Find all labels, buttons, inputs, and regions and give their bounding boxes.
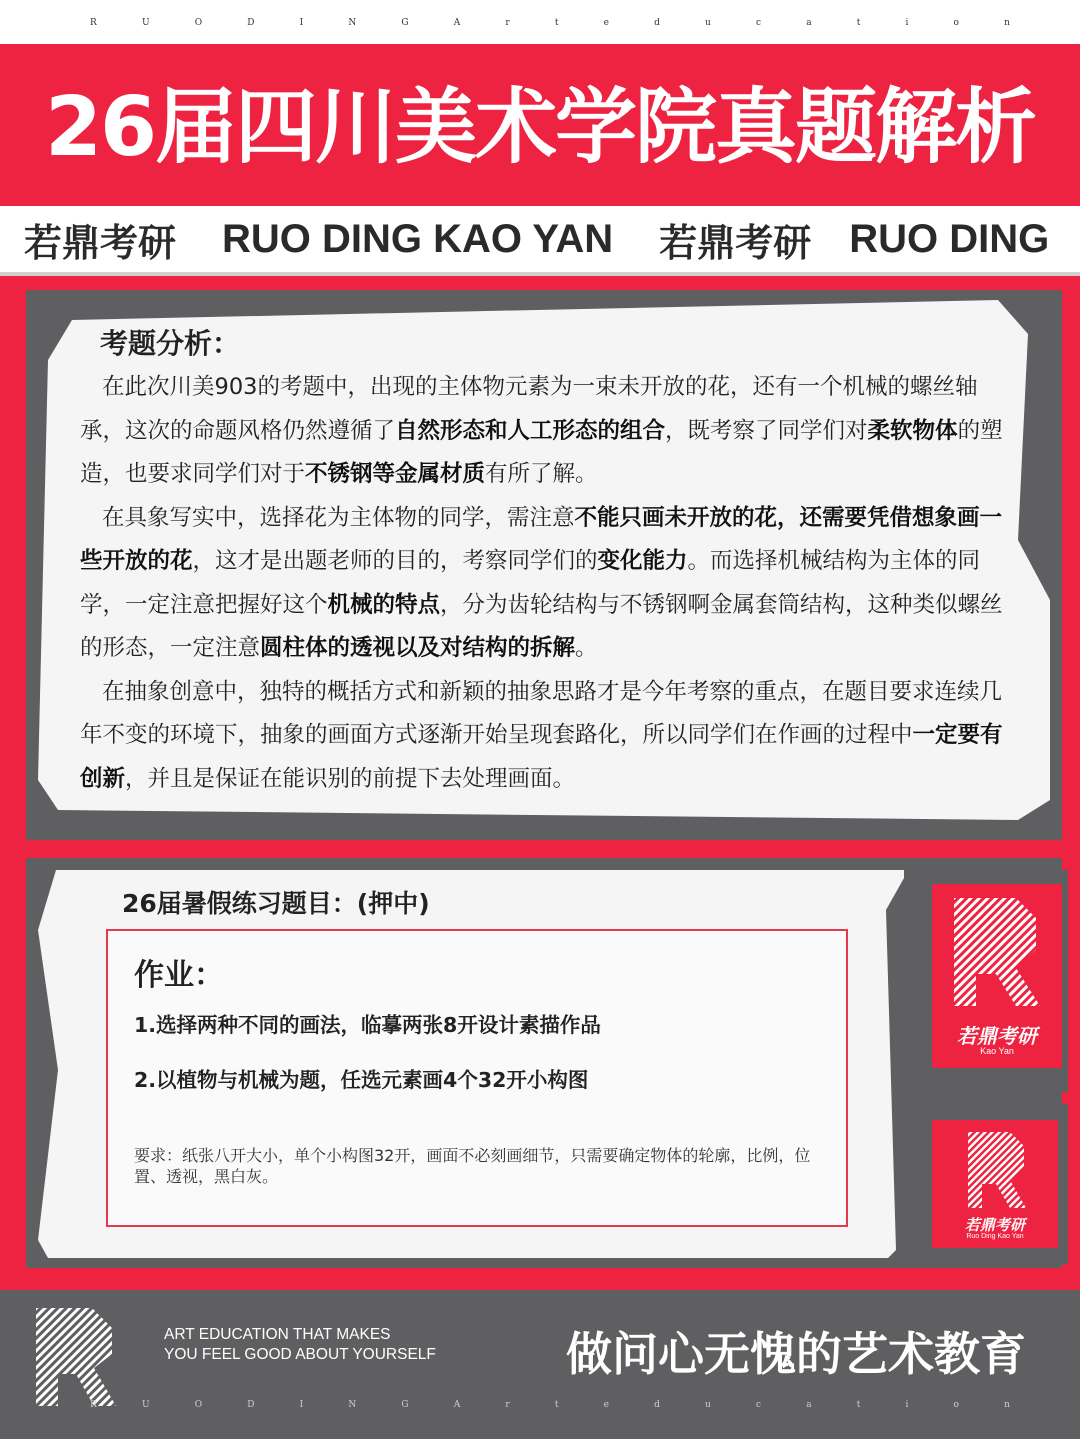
spaced-letter: t <box>856 18 861 28</box>
band-en-1: RUO DING KAO YAN <box>222 216 614 261</box>
spaced-letter: o <box>953 18 959 28</box>
logo-1-name: 若鼎考研 <box>957 1024 1037 1048</box>
spaced-letter: R <box>90 18 97 28</box>
body-text: 。而选择机械结构为主体的同学，一定注意把握好这个 <box>80 548 981 618</box>
spaced-letter: t <box>554 1400 559 1410</box>
spaced-letter: R <box>90 1400 97 1410</box>
spaced-letter: u <box>705 18 711 28</box>
spaced-letter: e <box>603 18 609 28</box>
spaced-letter: O <box>194 1400 203 1410</box>
spaced-letter: G <box>401 18 409 28</box>
spaced-letter: G <box>401 1400 409 1410</box>
spaced-letter: D <box>247 1400 255 1410</box>
logo-1-sub: Kao Yan <box>980 1046 1014 1056</box>
analysis-paragraph-2 <box>80 497 1010 671</box>
spaced-letter: o <box>953 1400 959 1410</box>
spaced-letter: O <box>194 18 203 28</box>
body-text: 。 <box>575 635 598 661</box>
spaced-letter: r <box>505 18 510 28</box>
spaced-letter: U <box>141 1400 150 1410</box>
band-en-2: RUO DING <box>849 216 1050 261</box>
footer-slogan-cn: 做问心无愧的艺术教育 <box>566 1327 1026 1381</box>
homework-title: 作业： <box>134 958 224 993</box>
analysis-paragraph-1 <box>80 366 1010 497</box>
analysis-title: 考题分析： <box>100 327 241 360</box>
brand-band <box>0 206 1080 276</box>
spaced-letter: U <box>141 18 150 28</box>
spaced-letter: u <box>705 1400 711 1410</box>
emphasis-text: 柔软物体 <box>867 417 958 444</box>
emphasis-text: 自然形态和人工形态的组合 <box>395 417 666 444</box>
spaced-letter: a <box>806 1400 812 1410</box>
homework-requirement: 要求：纸张八开大小，单个小构图32开，画面不必刻画细节，只需要确定物体的轮廓，比例，位置、透视，黑白灰。 <box>134 1146 811 1186</box>
body-text: 有所了解。 <box>485 461 598 487</box>
analysis-body <box>80 366 1010 801</box>
homework-item-1: 1.选择两种不同的画法，临摹两张8开设计素描作品 <box>134 1013 601 1037</box>
page-title: 26届四川美术学院真题解析 <box>44 80 1036 175</box>
body-text: 的塑造，也要求同学们对于 <box>80 417 1003 487</box>
spaced-letter: n <box>1004 1400 1010 1410</box>
spaced-letter: i <box>905 1400 909 1410</box>
emphasis-text: 不锈钢等金属材质 <box>305 461 486 487</box>
brand-logo-2 <box>932 1120 1058 1248</box>
band-cn-1: 若鼎考研 <box>24 220 177 265</box>
logo-2-name: 若鼎考研 <box>964 1216 1025 1234</box>
spaced-letter: c <box>755 18 762 28</box>
spaced-letter: A <box>453 18 461 28</box>
body-text: ，这才是出题老师的目的，考察同学们的 <box>192 548 598 574</box>
body-text: 在抽象创意中，独特的概括方式和新颖的抽象思路才是今年考察的重点，在题目要求连续几年不变的环境下，抽象的画面方式逐渐开始呈现套路化，所以同学们在作画的过程中 <box>80 678 1003 748</box>
spaced-letter: r <box>505 1400 510 1410</box>
homework-item-2: 2.以植物与机械为题，任选元素画4个32开小构图 <box>134 1068 589 1092</box>
body-text: ，既考察了同学们对 <box>665 417 868 444</box>
emphasis-text: 机械的特点 <box>327 591 441 618</box>
practice-title: 26届暑假练习题目：(押中) <box>122 889 430 918</box>
emphasis-text: 不能只画未开放的花，还需要凭借想象画一些开放的花 <box>80 504 1003 574</box>
spaced-letter: A <box>453 1400 461 1410</box>
footer-slogan-line-1: ART EDUCATION THAT MAKES <box>164 1326 391 1343</box>
spaced-letter: d <box>654 18 660 28</box>
footer-slogan-line-2: YOU FEEL GOOD ABOUT YOURSELF <box>164 1346 436 1363</box>
logo-2-sub: Ruo Ding Kao Yan <box>966 1233 1024 1240</box>
body-text: 在具象写实中，选择花为主体物的同学，需注意 <box>102 504 575 531</box>
spaced-letter: c <box>755 1400 762 1410</box>
body-text: 在此次川美903的考题中，出现的主体物元素为一束未开放的花，还有一个机械的螺丝轴承，这次的命题风格仍然遵循了 <box>80 374 978 444</box>
spaced-letter: I <box>299 18 304 28</box>
spaced-letter: N <box>348 18 357 28</box>
spaced-letter: n <box>1004 18 1010 28</box>
emphasis-text: 变化能力 <box>597 548 688 574</box>
analysis-paragraph-3 <box>80 671 1010 802</box>
spaced-letter: N <box>348 1400 357 1410</box>
bottom-spaced-letters <box>0 1400 1080 1410</box>
footer-logo-icon <box>32 1302 122 1412</box>
body-text: ，并且是保证在能识别的前提下去处理画面。 <box>125 765 576 792</box>
spaced-letter: a <box>806 18 812 28</box>
body-text: ，分为齿轮结构与不锈钢啊金属套筒结构，这种类似螺丝的形态，一定注意 <box>80 591 1003 661</box>
emphasis-text: 一定要有创新 <box>80 722 1003 792</box>
spaced-letter: t <box>856 1400 861 1410</box>
top-spaced-letters <box>0 18 1080 28</box>
footer-slogan-en <box>164 1325 436 1365</box>
top-strip <box>0 0 1080 44</box>
spaced-letter: I <box>299 1400 304 1410</box>
spaced-letter: D <box>247 18 255 28</box>
spaced-letter: t <box>554 18 559 28</box>
spaced-letter: d <box>654 1400 660 1410</box>
emphasis-text: 圆柱体的透视以及对结构的拆解 <box>260 635 576 661</box>
spaced-letter: e <box>603 1400 609 1410</box>
spaced-letter: i <box>905 18 909 28</box>
band-cn-2: 若鼎考研 <box>659 220 812 265</box>
brand-logo-1 <box>932 884 1062 1068</box>
